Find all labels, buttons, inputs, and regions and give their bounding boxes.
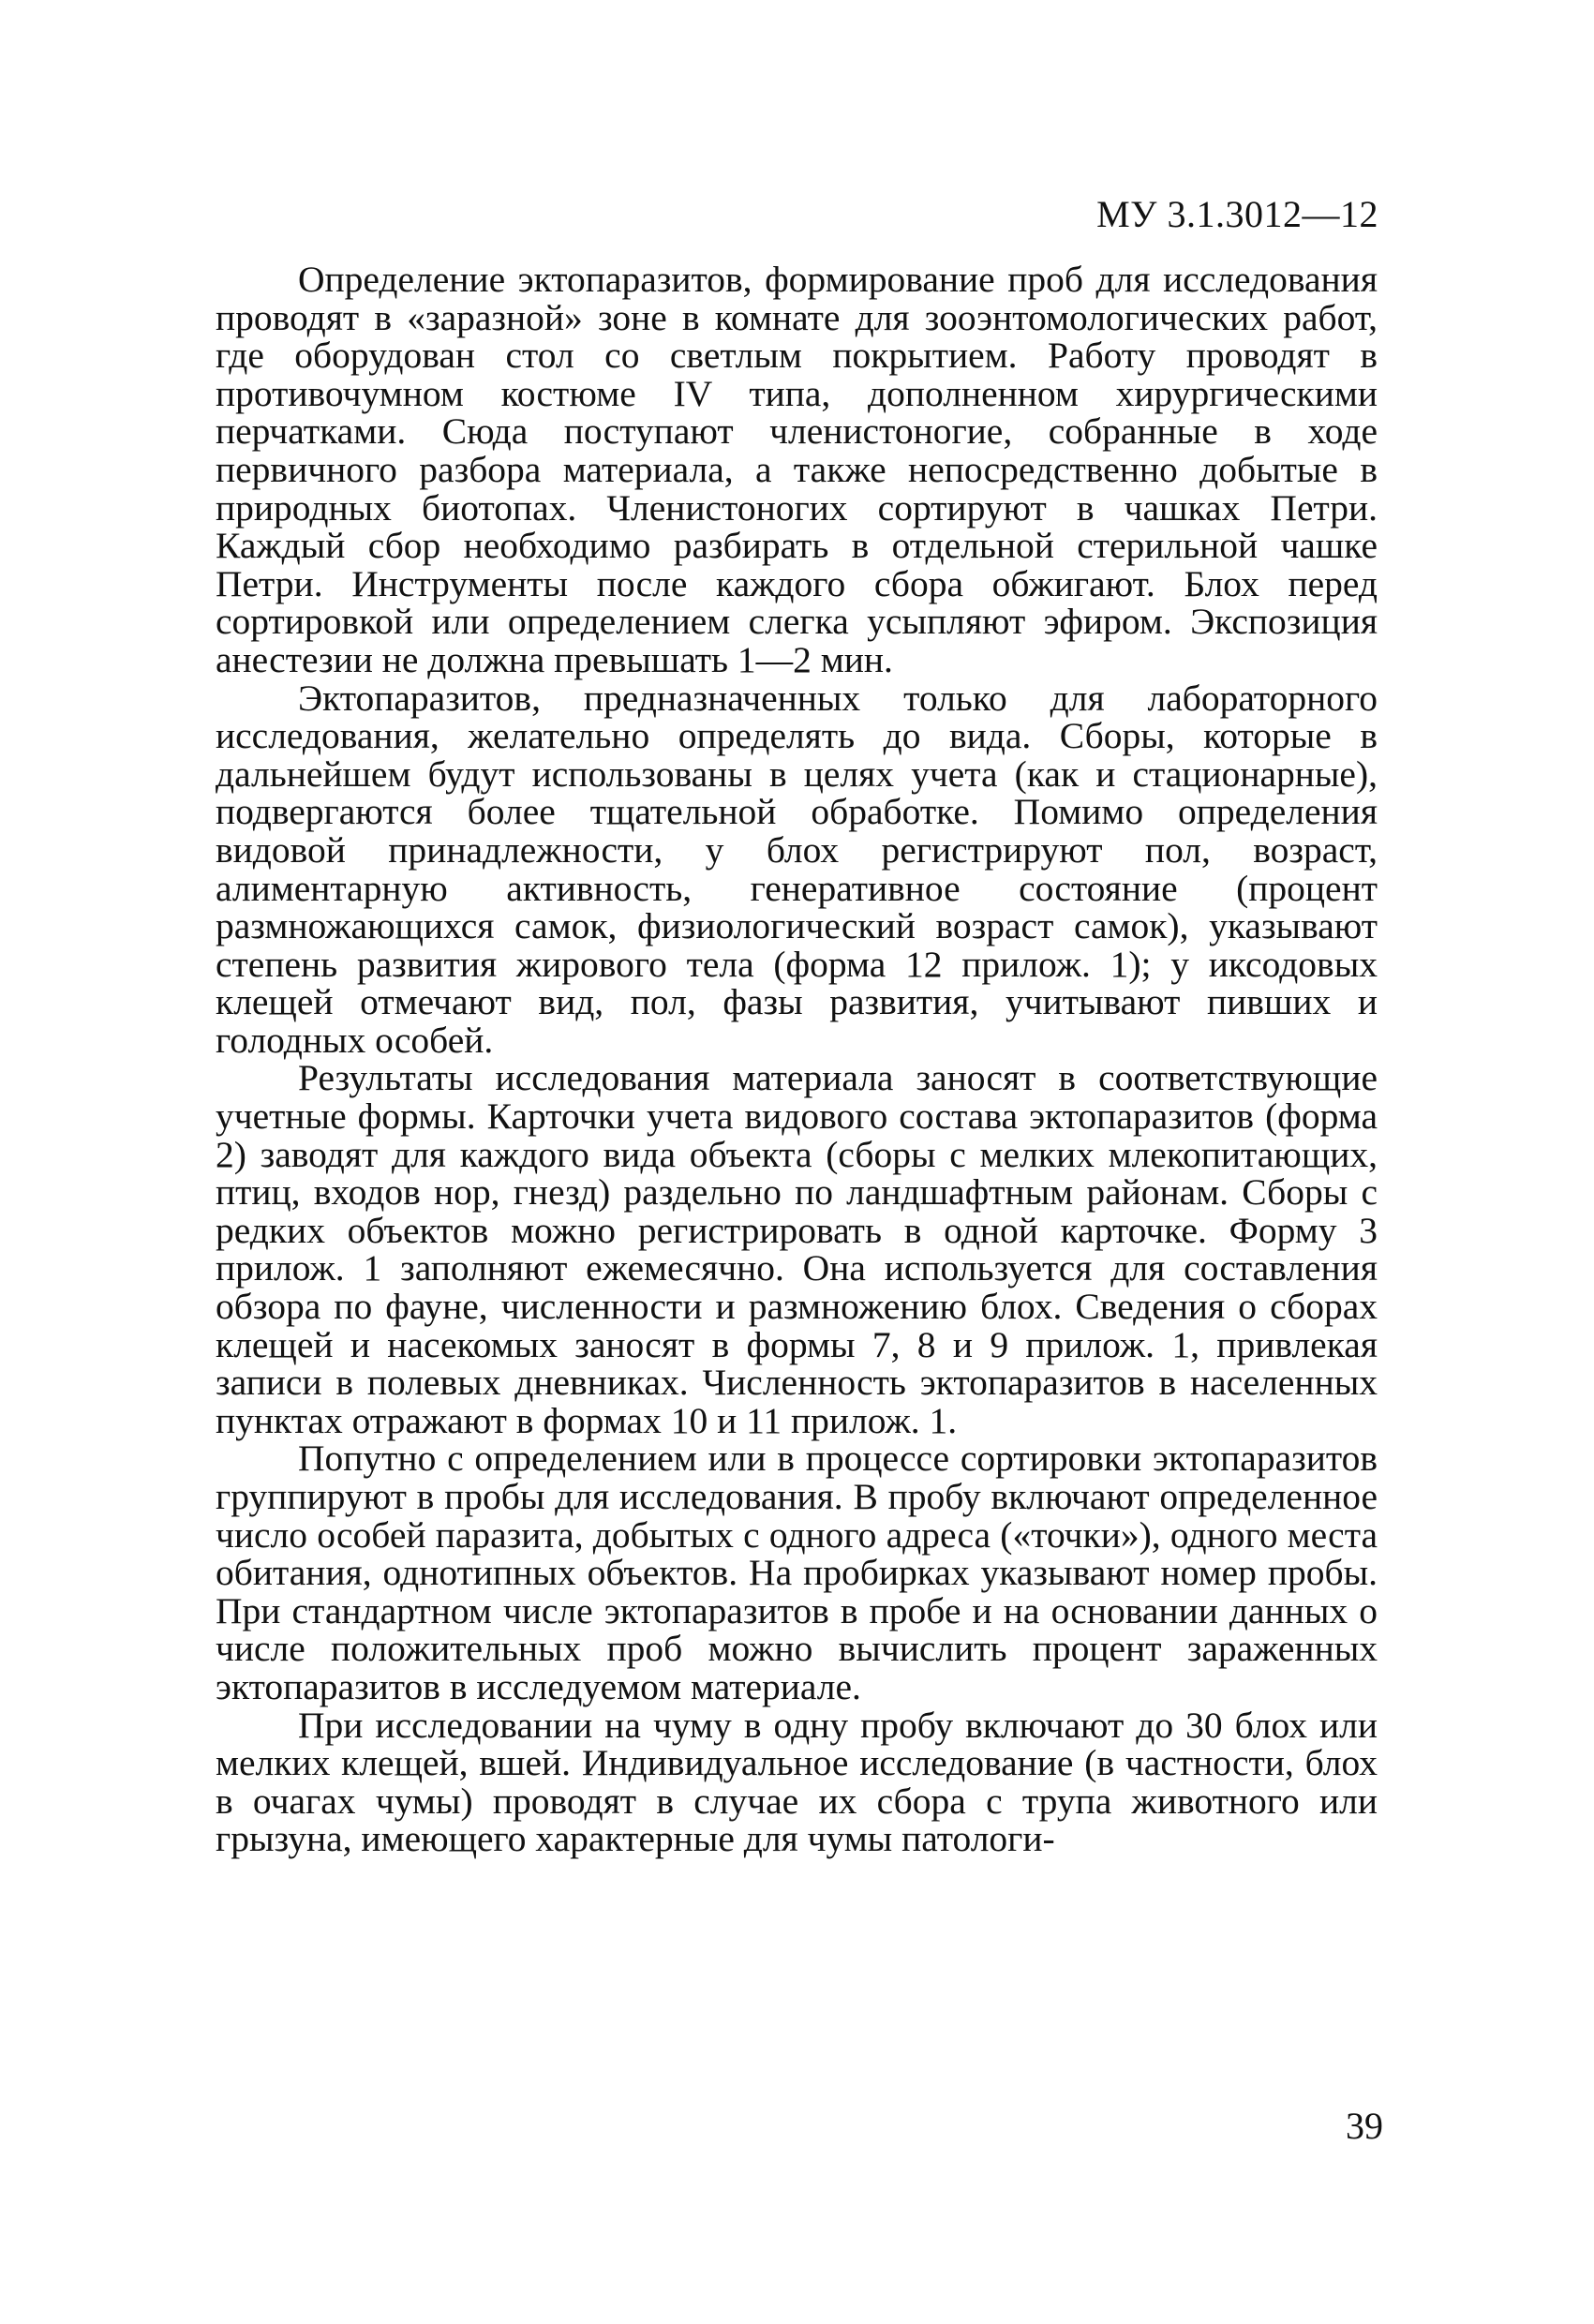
paragraph-2: Эктопаразитов, предназначенных только для лабораторного исследования, желательно определять до вида. Сборы, которые в дальнейшем будут использованы в целях учета (как и стационарные), подвергаются более тщательной обработке. Помимо определения видовой принадлежности, у блох регистрируют пол, возраст, алиментарную активность, генеративное состояние (процент размножающихся самок, физиологический возраст самок), указывают степень развития жирового тела (форма 12 прилож. 1); у иксодовых клещей отмечают вид, пол, фазы развития, учитывают пивших и голодных особей.: [216, 677, 1378, 1061]
paragraph-3: Результаты исследования материала заносят в соответствующие учетные формы. Карточки учета видового состава эктопаразитов (форма 2) заводят для каждого вида объекта (сборы с мелких млекопитающих, птиц, входов нор, гнезд) раздельно по ландшафтным районам. Сборы с редких объектов можно регистрировать в одной карточке. Форму 3 прилож. 1 заполняют ежемесячно. Она используется для составления обзора по фауне, численности и размножению блох. Сведения о сборах клещей и насекомых заносят в формы 7, 8 и 9 прилож. 1, привлекая записи в полевых дневниках. Численность эктопаразитов в населенных пунктах отражают в формах 10 и 11 прилож. 1.: [216, 1057, 1378, 1441]
page-number: 39: [1346, 2105, 1383, 2147]
paragraph-5: При исследовании на чуму в одну пробу включают до 30 блох или мелких клещей, вшей. Индивидуальное исследование (в частности, блох в очагах чумы) проводят в случае их сбора с трупа животного или грызуна, имеющего характерные для чумы патологи-: [216, 1704, 1378, 1860]
document-code-header: МУ 3.1.3012—12: [1096, 193, 1378, 235]
body-text: [216, 261, 1378, 1858]
paragraph-4: Попутно с определением или в процессе сортировки эктопаразитов группируют в пробы для исследования. В пробу включают определенное число особей паразита, добытых с одного адреса («точки»), одного места обитания, однотипных объектов. На пробирках указывают номер пробы. При стандартном числе эктопаразитов в пробе и на основании данных о числе положительных проб можно вычислить процент зараженных эктопаразитов в исследуемом материале.: [216, 1438, 1378, 1707]
paragraph-1: Определение эктопаразитов, формирование проб для исследования проводят в «заразной» зоне в комнате для зооэнтомологических работ, где оборудован стол со светлым покрытием. Работу проводят в противочумном костюме IV типа, дополненном хирургическими перчатками. Сюда поступают членистоногие, собранные в ходе первичного разбора материала, а также непосредственно добытые в природных биотопах. Членистоногих сортируют в чашках Петри. Каждый сбор необходимо разбирать в отдельной стерильной чашке Петри. Инструменты после каждого сбора обжигают. Блох перед сортировкой или определением слегка усыпляют эфиром. Экспозиция анестезии не должна превышать 1—2 мин.: [216, 259, 1378, 680]
